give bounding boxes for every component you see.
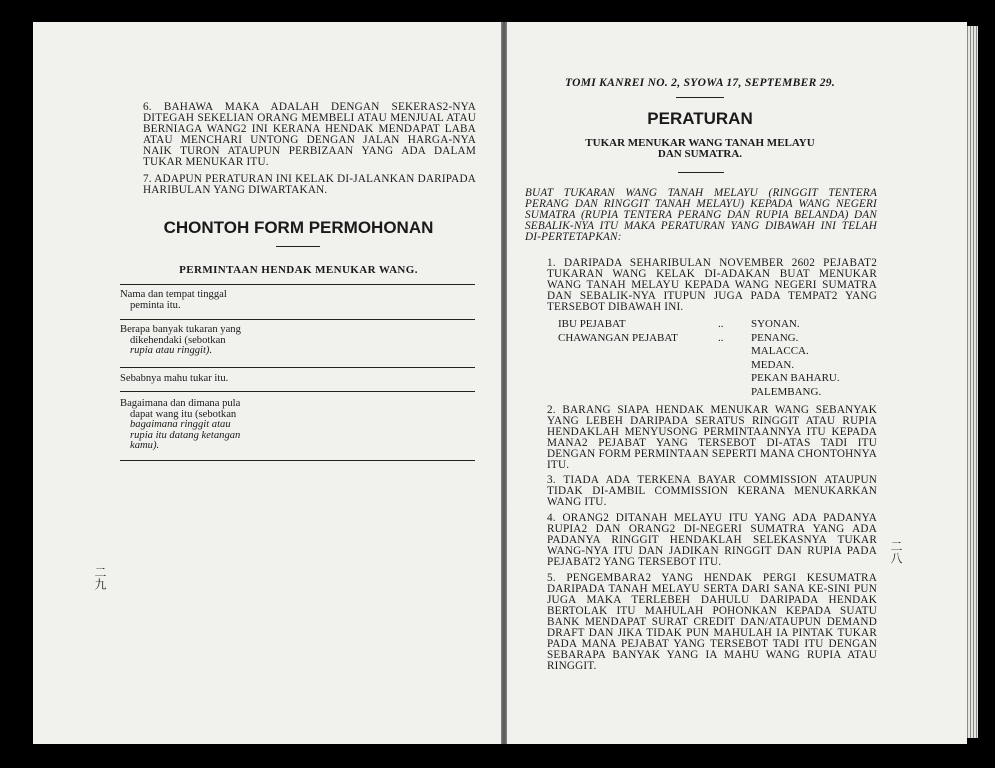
paragraph-5: 5. PENGEMBARA2 YANG HENDAK PERGI KESUMATRA DARIPADA TANAH MELAYU SERTA DARI SANA KE-SINI PUN JUGA MAKA TERLEBEH DAHULU DARIPADA HENDAK BERTOLAK ITU MAHULAH POHONKAN KEPADA SUATU BANK MENDAPAT SURAT CREDIT DAN/ATAUPUN DEMAND DRAFT DAN JIKA TIDAK PUN MAHULAH IA PINTAK TUKAR PADA MANA PEJABAT YANG TERSEBOT TADI ITU DENGAN SEBARAPA BANYAK YANG IA MAHU WANG RUPIA ATAU RINGGIT. [547, 572, 877, 672]
subtitle-rule [678, 172, 724, 173]
right-page-number: 二八 [889, 540, 903, 564]
title-rule [276, 246, 320, 247]
form-line [120, 284, 475, 285]
office-row: IBU PEJABAT .. SYONAN. [558, 318, 800, 330]
form-title: CHONTOH FORM PERMOHONAN [163, 218, 434, 237]
office-row: MALACCA. [751, 345, 809, 358]
regulation-subtitle: TUKAR MENUKAR WANG TANAH MELAYU DAN SUMATRA. [585, 137, 815, 160]
form-line [120, 391, 475, 392]
paragraph-3: 3. TIADA ADA TERKENA BAYAR COMMISSION ATAUPUN TIDAK DI-AMBIL COMMISSION KERANA MENUKARKAN WANG ITU. [547, 474, 877, 508]
form-subtitle: PERMINTAAN HENDAK MENUKAR WANG. [179, 264, 418, 276]
form-line [120, 460, 475, 461]
form-line [120, 319, 475, 320]
field-source: Bagaimana dan dimana pula dapat wang itu (sebotkan bagaimana ringgit atau rupia itu datang ketangan kamu). [120, 398, 241, 451]
regulation-title: PERATURAN [647, 109, 753, 128]
paragraph-4: 4. ORANG2 DITANAH MELAYU ITU YANG ADA PADANYA RUPIA2 DAN ORANG2 DI-NEGERI SUMATRA YANG ADA PADANYA RINGGIT HENDAKLAH SELEKASNYA TUKAR WANG-NYA ITU DAN JADIKAN RINGGIT DAN RUPIA PADA PEJABAT2 YANG TERSEBOT ITU. [547, 512, 877, 568]
office-list [558, 318, 878, 400]
paragraph-2: 2. BARANG SIAPA HENDAK MENUKAR WANG SEBANYAK YANG LEBEH DARIPADA SERATUS RINGGIT ATAU RUPIA HENDAKLAH MENYUSONG PERMINTAANNYA ITU KEPADA MANA2 PEJABAT YANG TERSEBOT DI-ATAS TADI ITU DENGAN FORM PERMINTAAN SEPERTI MANA CHONTOHNYA ITU. [547, 404, 877, 471]
preamble: BUAT TUKARAN WANG TANAH MELAYU (RINGGIT TENTERA PERANG DAN RINGGIT TANAH MELAYU) KEPADA WANG NEGERI SUMATRA (RUPIA TENTERA PERANG DAN RUPIA BELANDA) DAN SEBALIK-NYA ITU MAKA PERATURAN YANG DIBAWAH INI TELAH DI-PERTETAPKAN: [525, 187, 877, 243]
paragraph-6: 6. BAHAWA MAKA ADALAH DENGAN SEKERAS2-NYA DITEGAH SEKELIAN ORANG MEMBELI ATAU MENJUAL ATAU BERNIAGA WANG2 INI KERANA HENDAK MENDAPAT LABA ATAU MENCHARI UNTONG DENGAN JALAN HARGA-NYA NAIK TURON ATAUPUN PERBIZAAN YANG ADA DALAM TUKAR MENUKAR ITU. [143, 101, 476, 168]
left-page-number: 二九 [93, 566, 107, 590]
gazette-header: TOMI KANREI NO. 2, SYOWA 17, SEPTEMBER 29. [564, 77, 836, 89]
office-row: MEDAN. [751, 358, 795, 371]
field-name-address: Nama dan tempat tinggal peminta itu. [120, 289, 227, 311]
office-row: CHAWANGAN PEJABAT .. PENANG. [558, 331, 799, 344]
office-row: PALEMBANG. [751, 385, 822, 398]
header-rule [676, 97, 724, 98]
office-row: PEKAN BAHARU. [751, 372, 840, 385]
paragraph-1: 1. DARIPADA SEHARIBULAN NOVEMBER 2602 PEJABAT2 TUKARAN WANG KELAK DI-ADAKAN BUAT MENUKAR WANG TANAH MELAYU KEPADA WANG NEGERI SUMATRA DAN SEBALIK-NYA ITUPUN JUGA PADA TEMPAT2 YANG TERSEBOT DIBAWAH INI. [547, 257, 877, 313]
paragraph-7: 7. ADAPUN PERATURAN INI KELAK DI-JALANKAN DARIPADA HARIBULAN YANG DIWARTAKAN. [143, 173, 476, 196]
field-reason: Sebabnya mahu tukar itu. [120, 373, 229, 384]
field-amount: Berapa banyak tukaran yang dikehendaki (sebotkan rupia atau ringgit). [120, 324, 241, 356]
form-line [120, 367, 475, 368]
